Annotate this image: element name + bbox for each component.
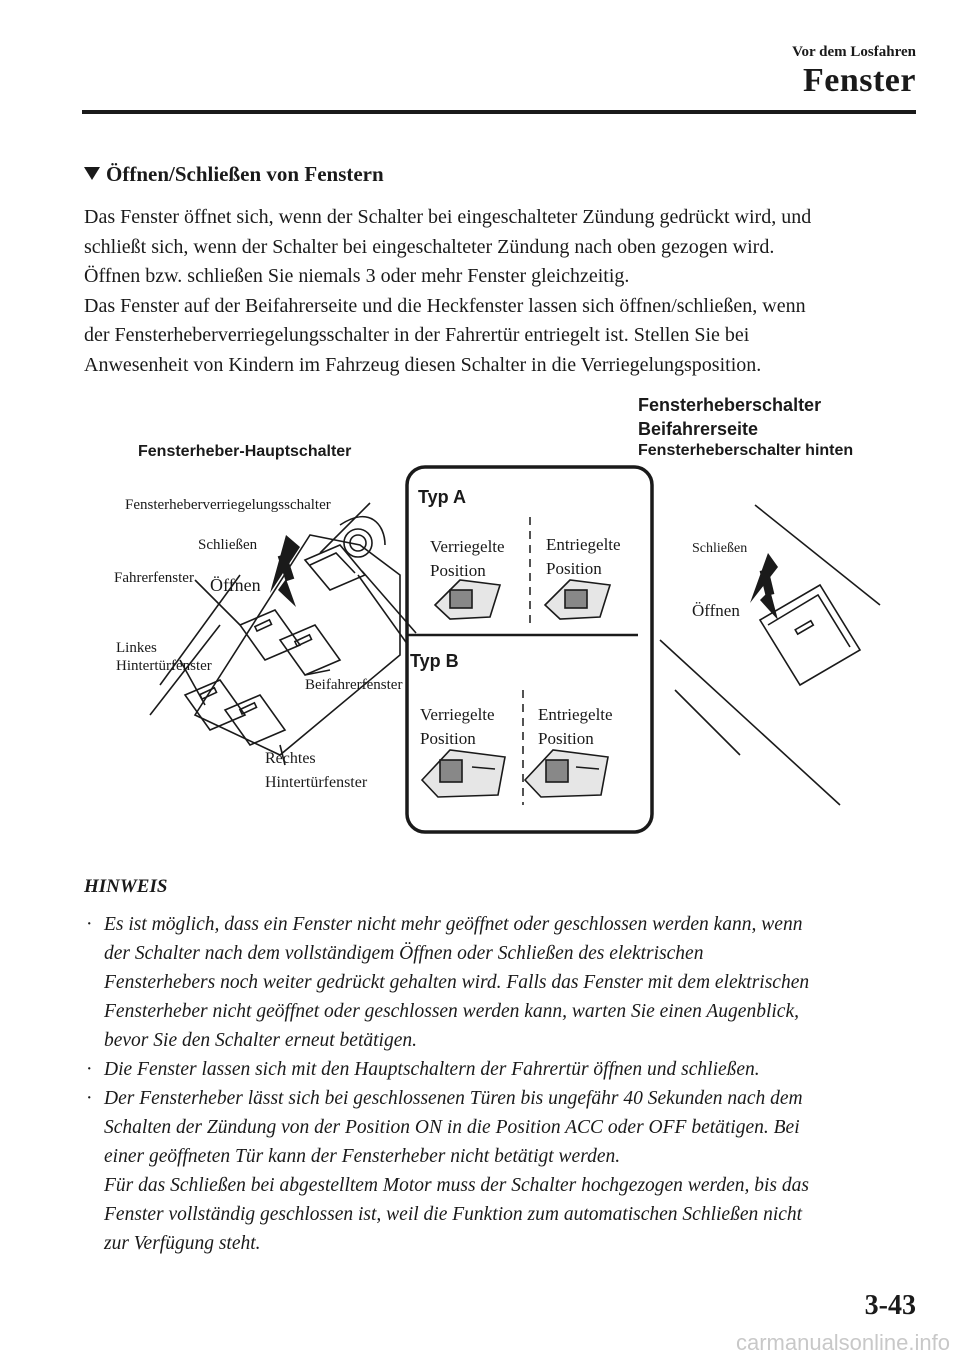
right-rear-label-2: Hintertürfenster [265, 774, 368, 791]
note-line: Fenster vollständig geschlossen ist, weil die Funktion zum automatischen Schließen nicht [104, 1204, 803, 1225]
type-a-unlocked-2: Position [546, 559, 602, 578]
passenger-switch-title-2: Beifahrerseite [638, 419, 759, 439]
note-line: Fensterheber nicht geöffnet oder geschlossen werden kann, warten Sie einen Augenblick, [104, 1001, 799, 1022]
type-a-label: Typ A [418, 487, 466, 507]
right-rear-label [265, 747, 367, 795]
bullet-icon: · [86, 1059, 93, 1080]
type-a-unlocked-1: Entriegelte [546, 535, 621, 554]
watermark: carmanualsonline.info [735, 1330, 950, 1355]
window-switch-figure [100, 385, 900, 845]
body-line: Das Fenster auf der Beifahrerseite und die Heckfenster lassen sich öffnen/schließen, wenn [84, 294, 806, 317]
note-item [84, 910, 924, 1055]
right-rear-label-1: Rechtes [265, 750, 316, 767]
rear-close-label: Schließen [692, 541, 748, 556]
type-b-label: Typ B [410, 651, 459, 671]
note-item [84, 1084, 924, 1258]
type-b-locked-label [420, 703, 495, 751]
lock-switch-locked-a [435, 580, 500, 619]
left-rear-label-2: Hintertürfenster [116, 658, 212, 674]
close-label: Schließen [198, 537, 258, 553]
note-item [84, 1055, 924, 1084]
open-label: Öffnen [210, 575, 261, 595]
body-line: Öffnen bzw. schließen Sie niemals 3 oder mehr Fenster gleichzeitig. [84, 265, 630, 287]
body-line: Anwesenheit von Kindern im Fahrzeug diesen Schalter in die Verriegelungsposition. [84, 353, 762, 376]
note-line: bevor Sie den Schalter erneut betätigen. [104, 1030, 417, 1051]
type-b-unlocked-1: Entriegelte [538, 705, 613, 724]
note-title: HINWEIS [84, 876, 168, 897]
note-line: der Schalter nach dem vollständigem Öffnen oder Schließen des elektrischen [104, 943, 704, 964]
notes-list [84, 910, 924, 1258]
rear-switch-title: Fensterheberschalter hinten [638, 442, 854, 459]
left-rear-label-1: Linkes [116, 640, 157, 656]
passenger-switch-title-1: Fensterheberschalter [638, 395, 822, 415]
rear-open-close-arrow-icon [750, 553, 778, 620]
note-line: einer geöffneten Tür kann der Fensterheber nicht betätigt werden. [104, 1146, 621, 1167]
bullet-icon: · [86, 1088, 93, 1109]
lock-switch-locked-b [422, 750, 505, 797]
main-switch-title: Fensterheber-Hauptschalter [138, 443, 352, 460]
note-line: zur Verfügung steht. [104, 1233, 261, 1254]
bullet-icon: · [86, 914, 93, 935]
passenger-window-label: Beifahrerfenster [305, 677, 403, 693]
note-line: Schalten der Zündung von der Position ON in die Position ACC oder OFF betätigen. Bei [104, 1117, 800, 1138]
lock-switch-unlocked-b [525, 750, 608, 797]
note-line: Die Fenster lassen sich mit den Hauptschaltern der Fahrertür öffnen und schließen. [104, 1059, 760, 1080]
triangle-down-icon [84, 167, 100, 180]
type-a-unlocked-label [546, 533, 621, 581]
lock-switch-unlocked-a [545, 580, 610, 619]
lock-switch-label: Fensterheberverriegelungsschalter [125, 497, 331, 513]
type-b-unlocked-label [538, 703, 613, 751]
lock-switch [305, 545, 365, 590]
type-b-unlocked-2: Position [538, 729, 594, 748]
note-line: Fensterhebers noch weiter gedrückt gehalten wird. Falls das Fenster mit dem elektrischen [104, 972, 810, 993]
body-line: Das Fenster öffnet sich, wenn der Schalter bei eingeschalteter Zündung gedrückt wird, und [84, 206, 812, 228]
section-heading-text: Öffnen/Schließen von Fenstern [106, 162, 384, 186]
type-a-locked-label [430, 535, 505, 583]
header-section-label: Vor dem Losfahren [792, 44, 916, 60]
left-rear-label [116, 639, 212, 675]
page-number: 3-43 [864, 1290, 916, 1321]
header-title: Fenster [802, 62, 916, 99]
body-text [84, 203, 924, 380]
body-line: der Fensterheberverriegelungsschalter in der Fahrertür entriegelt ist. Stellen Sie bei [84, 324, 750, 346]
note-line: Der Fensterheber lässt sich bei geschlossenen Türen bis ungefähr 40 Sekunden nach dem [104, 1088, 803, 1109]
type-b-locked-2: Position [420, 729, 476, 748]
type-a-locked-2: Position [430, 561, 486, 580]
header-rule [82, 110, 916, 114]
section-heading [84, 162, 384, 187]
type-a-locked-1: Verriegelte [430, 537, 505, 556]
open-close-arrow-icon [270, 535, 300, 607]
note-line: Es ist möglich, dass ein Fenster nicht mehr geöffnet oder geschlossen werden kann, wenn [104, 914, 803, 935]
note-line: Für das Schließen bei abgestelltem Motor muss der Schalter hochgezogen werden, bis das [104, 1175, 809, 1196]
type-b-locked-1: Verriegelte [420, 705, 495, 724]
rear-open-label: Öffnen [692, 601, 740, 620]
driver-window-label: Fahrerfenster [114, 570, 194, 586]
body-line: schließt sich, wenn der Schalter bei eingeschalteter Zündung nach oben gezogen wird. [84, 235, 775, 258]
